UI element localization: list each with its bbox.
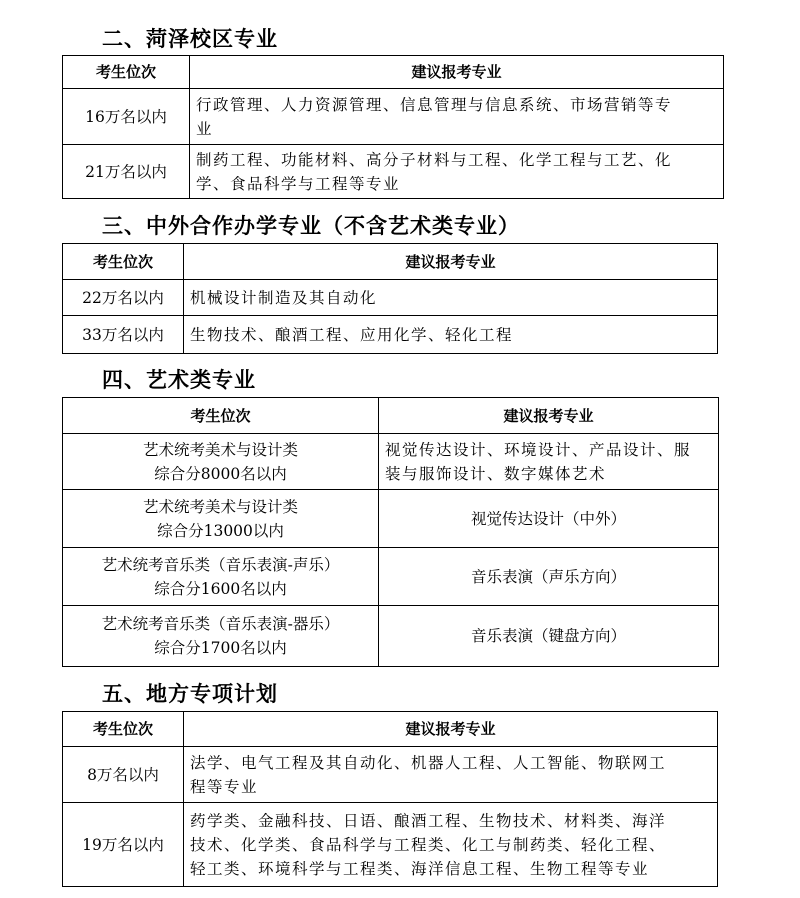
column-header-majors: 建议报考专业 xyxy=(184,712,718,747)
column-header-majors: 建议报考专业 xyxy=(184,244,718,280)
majors-cell: 音乐表演（声乐方向） xyxy=(379,548,719,606)
table-row xyxy=(63,490,719,548)
column-header-rank: 考生位次 xyxy=(63,56,190,89)
table-row xyxy=(63,606,719,667)
majors-cell: 视觉传达设计（中外） xyxy=(379,490,719,548)
admission-table xyxy=(62,55,724,199)
table-row xyxy=(63,89,724,145)
table-header-row xyxy=(63,244,718,280)
rank-cell: 21万名以内 xyxy=(63,145,190,199)
section-title: 二、菏泽校区专业 xyxy=(102,27,278,51)
rank-cell: 艺术统考美术与设计类 综合分8000名以内 xyxy=(63,434,379,490)
majors-cell: 制药工程、功能材料、高分子材料与工程、化学工程与工艺、化 学、食品科学与工程等专业 xyxy=(190,145,724,199)
table-header-row xyxy=(63,712,718,747)
majors-cell: 行政管理、人力资源管理、信息管理与信息系统、市场营销等专 业 xyxy=(190,89,724,145)
rank-cell: 艺术统考音乐类（音乐表演-器乐） 综合分1700名以内 xyxy=(63,606,379,667)
column-header-majors: 建议报考专业 xyxy=(379,398,719,434)
majors-cell: 机械设计制造及其自动化 xyxy=(184,280,718,316)
majors-cell: 药学类、金融科技、日语、酿酒工程、生物技术、材料类、海洋 技术、化学类、食品科学与工程类、化工与制药类、轻化工程、 轻工类、环境科学与工程类、海洋信息工程、生物工程等专业 xyxy=(184,803,718,887)
section-title: 三、中外合作办学专业（不含艺术类专业） xyxy=(102,214,520,238)
table-row xyxy=(63,145,724,199)
rank-cell: 33万名以内 xyxy=(63,316,184,354)
section-title: 四、艺术类专业 xyxy=(102,368,256,392)
column-header-rank: 考生位次 xyxy=(63,398,379,434)
rank-cell: 艺术统考音乐类（音乐表演-声乐） 综合分1600名以内 xyxy=(63,548,379,606)
majors-cell: 生物技术、酿酒工程、应用化学、轻化工程 xyxy=(184,316,718,354)
majors-cell: 法学、电气工程及其自动化、机器人工程、人工智能、物联网工 程等专业 xyxy=(184,747,718,803)
admission-table xyxy=(62,243,718,354)
table-row xyxy=(63,803,718,887)
admission-table xyxy=(62,711,718,887)
rank-cell: 19万名以内 xyxy=(63,803,184,887)
table-row xyxy=(63,548,719,606)
column-header-rank: 考生位次 xyxy=(63,712,184,747)
rank-cell: 艺术统考美术与设计类 综合分13000以内 xyxy=(63,490,379,548)
table-row xyxy=(63,434,719,490)
column-header-majors: 建议报考专业 xyxy=(190,56,724,89)
table-row xyxy=(63,316,718,354)
table-row xyxy=(63,747,718,803)
admission-table xyxy=(62,397,719,667)
table-header-row xyxy=(63,398,719,434)
section-title: 五、地方专项计划 xyxy=(102,682,278,706)
table-header-row xyxy=(63,56,724,89)
majors-cell: 视觉传达设计、环境设计、产品设计、服 装与服饰设计、数字媒体艺术 xyxy=(379,434,719,490)
table-row xyxy=(63,280,718,316)
rank-cell: 22万名以内 xyxy=(63,280,184,316)
majors-cell: 音乐表演（键盘方向） xyxy=(379,606,719,667)
rank-cell: 16万名以内 xyxy=(63,89,190,145)
rank-cell: 8万名以内 xyxy=(63,747,184,803)
column-header-rank: 考生位次 xyxy=(63,244,184,280)
